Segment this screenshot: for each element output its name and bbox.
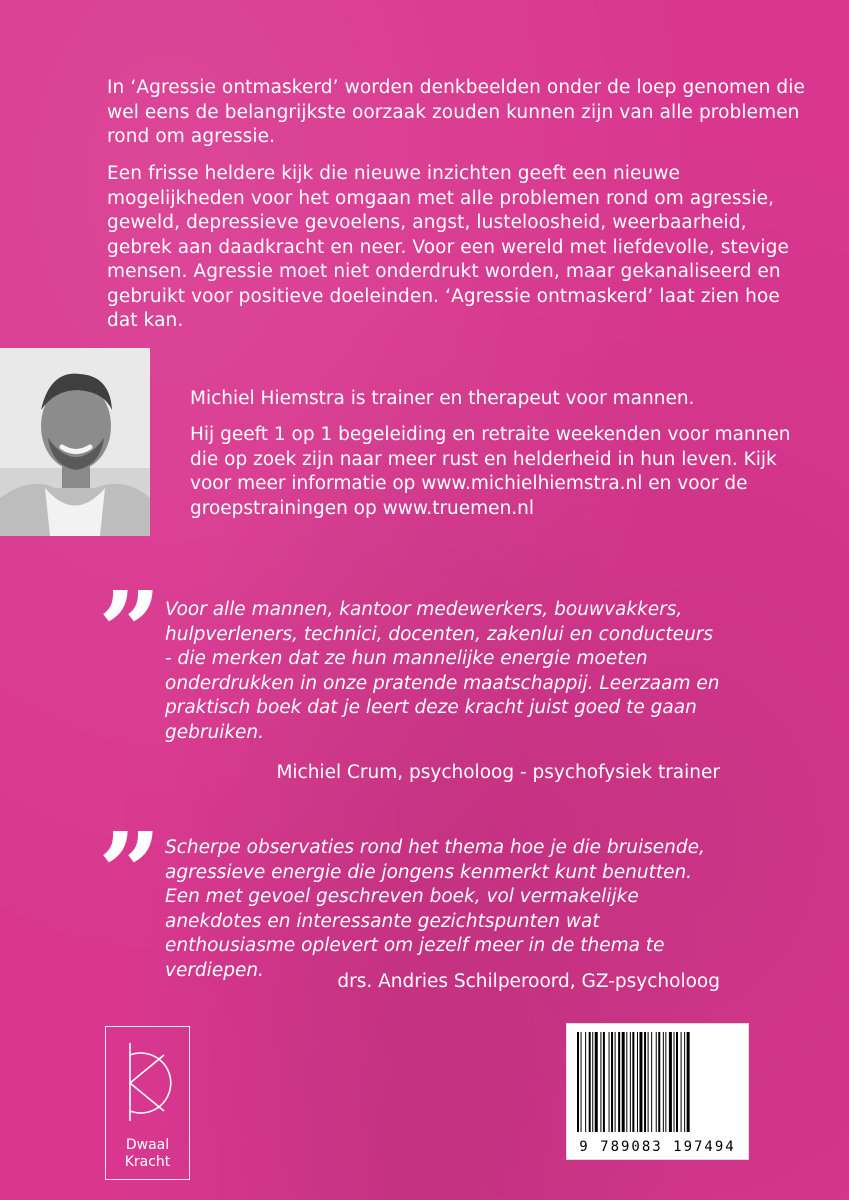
- review-quote-2: Scherpe observaties rond het thema hoe je die bruisende, agressieve energie die jongens kenmerkt kunt benutten. Een met gevoel geschreven boek, vol vermakelijke anekdotes en interessante gezichtspunten wat enthousiasme oplevert om jezelf meer in de thema te verdiepen.: [165, 837, 705, 981]
- isbn-number: 9 789083 197494: [579, 1139, 736, 1155]
- author-photo: [0, 348, 150, 536]
- quotation-mark-icon: ”: [98, 808, 162, 937]
- intro-paragraph-2: Een frisse heldere kijk die nieuwe inzichten geeft een nieuwe mogelijkheden voor het omgaan met alle problemen rond om agressie, geweld, depressieve gevoelens, angst, lusteloosheid, weerbaarheid, gebrek aan daadkracht en neer. Voor een wereld met liefdevolle, stevige mensen. Agressie moet niet onderdrukt worden, maar gekanaliseerd en gebruikt voor positieve doeleinden. ‘Agressie ontmaskerd’ laat zien hoe dat kan.: [107, 163, 789, 331]
- isbn-barcode: [566, 1023, 749, 1160]
- review-attribution-1: Michiel Crum, psycholoog - psychofysiek trainer: [276, 762, 720, 783]
- review-attribution-2: drs. Andries Schilperoord, GZ-psycholoog: [337, 971, 720, 992]
- publisher-name-line-2: Kracht: [124, 1154, 171, 1170]
- author-bio-details: Hij geeft 1 op 1 begeleiding en retraite weekenden voor mannen die op zoek zijn naar meer rust en helderheid in hun leven. Kijk voor meer informatie op www.michielhiemstra.nl en voor de groepstrainingen op www.truemen.nl: [190, 424, 791, 519]
- intro-paragraph-1: In ‘Agressie ontmaskerd’ worden denkbeelden onder de loep genomen die wel eens de belangrijkste oorzaak zouden kunnen zijn van alle problemen rond om agressie.: [107, 77, 805, 147]
- quotation-mark-icon: ”: [98, 567, 162, 696]
- publisher-name-line-1: Dwaal: [125, 1137, 170, 1153]
- author-bio-line: Michiel Hiemstra is trainer en therapeut voor mannen.: [190, 388, 695, 409]
- review-quote-1: Voor alle mannen, kantoor medewerkers, bouwvakkers, hulpverleners, technici, docenten, zakenlui en conducteurs - die merken dat ze hun mannelijke energie moeten onderdrukken in onze pratende maatschappij. Leerzaam en praktisch boek dat je leert deze kracht juist goed te gaan gebruiken.: [165, 599, 720, 743]
- publisher-logo-icon: [124, 1041, 172, 1123]
- barcode-bars: [575, 1032, 741, 1132]
- publisher-logo: [105, 1026, 190, 1180]
